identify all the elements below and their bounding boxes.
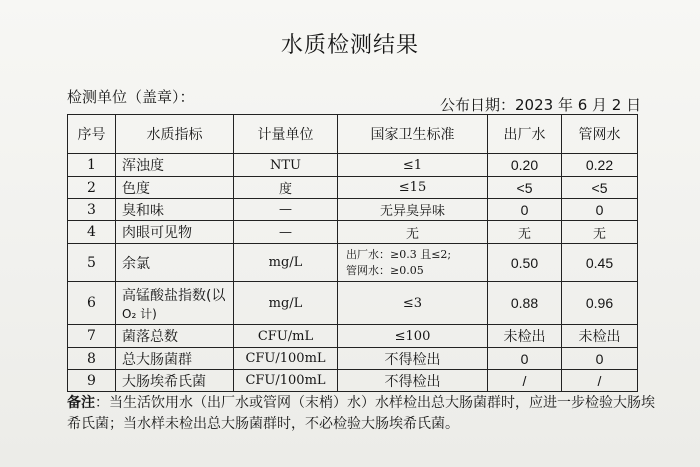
row-no: 4 [68,221,116,244]
row-no: 5 [68,244,116,282]
row-network-value: 0 [562,199,638,221]
row-factory-value: <5 [488,177,562,199]
note-label: 备注 [67,395,95,411]
header-factory-water: 出厂水 [488,115,562,154]
row-factory-value: 无 [488,221,562,244]
row-factory-value: / [488,370,562,392]
indicator-line-2: O₂ 计) [122,306,157,321]
row-standard: 无 [338,221,488,244]
row-network-value: 0.22 [562,154,638,177]
standard-line-network: 管网水：≥0.05 [346,263,424,277]
header-standard: 国家卫生标准 [338,115,488,154]
table-row [68,325,638,348]
table-header-row [68,115,638,154]
row-indicator: 肉眼可见物 [116,221,234,244]
standard-line-factory: 出厂水：≥0.3 且≤2; [346,247,452,261]
row-network-value: 0.45 [562,244,638,282]
table-row [68,221,638,244]
indicator-line-1: 高锰酸盐指数(以 [122,287,226,304]
row-network-value: 无 [562,221,638,244]
row-indicator: 菌落总数 [116,325,234,348]
row-network-value: 0.96 [562,282,638,325]
row-network-value: <5 [562,177,638,199]
row-standard: 不得检出 [338,370,488,392]
publish-date: 公布日期：2023 年 6 月 2 日 [440,96,642,114]
row-no: 6 [68,282,116,325]
row-indicator [116,282,234,325]
row-no: 3 [68,199,116,221]
row-standard: 无异臭异味 [338,199,488,221]
table-row [68,154,638,177]
note-text: ：当生活饮用水（出厂水或管网（末梢）水）水样检出总大肠菌群时，应进一步检验大肠埃希氏菌；当水样未检出总大肠菌群时，不必检验大肠埃希氏菌。 [67,395,655,432]
row-no: 8 [68,348,116,370]
footnote [67,393,667,435]
table-row [68,244,638,282]
header-unit: 计量单位 [234,115,338,154]
row-unit: — [234,221,338,244]
row-standard: 不得检出 [338,348,488,370]
table-row [68,282,638,325]
row-unit: NTU [234,154,338,177]
row-unit: CFU/100mL [234,348,338,370]
row-indicator: 总大肠菌群 [116,348,234,370]
row-standard: ≤1 [338,154,488,177]
row-indicator: 余氯 [116,244,234,282]
row-unit: mg/L [234,244,338,282]
testing-unit-label: 检测单位（盖章）： [67,88,195,106]
row-indicator: 色度 [116,177,234,199]
row-indicator: 大肠埃希氏菌 [116,370,234,392]
row-no: 7 [68,325,116,348]
row-factory-value: 0 [488,348,562,370]
water-quality-table [67,114,638,392]
row-indicator: 浑浊度 [116,154,234,177]
row-network-value: / [562,370,638,392]
row-indicator: 臭和味 [116,199,234,221]
table-row [68,348,638,370]
row-factory-value: 0.50 [488,244,562,282]
row-no: 2 [68,177,116,199]
row-unit: CFU/100mL [234,370,338,392]
row-factory-value: 0 [488,199,562,221]
row-standard: ≤3 [338,282,488,325]
table-row [68,370,638,392]
row-no: 9 [68,370,116,392]
row-unit: mg/L [234,282,338,325]
header-no: 序号 [68,115,116,154]
row-factory-value: 0.88 [488,282,562,325]
header-network-water: 管网水 [562,115,638,154]
row-network-value: 未检出 [562,325,638,348]
row-standard: ≤100 [338,325,488,348]
row-unit: CFU/mL [234,325,338,348]
row-network-value: 0 [562,348,638,370]
header-indicator: 水质指标 [116,115,234,154]
row-standard [338,244,488,282]
row-unit: — [234,199,338,221]
table-row [68,199,638,221]
row-no: 1 [68,154,116,177]
table-row [68,177,638,199]
row-factory-value: 0.20 [488,154,562,177]
row-standard: ≤15 [338,177,488,199]
row-unit: 度 [234,177,338,199]
row-factory-value: 未检出 [488,325,562,348]
page-title: 水质检测结果 [280,33,419,58]
